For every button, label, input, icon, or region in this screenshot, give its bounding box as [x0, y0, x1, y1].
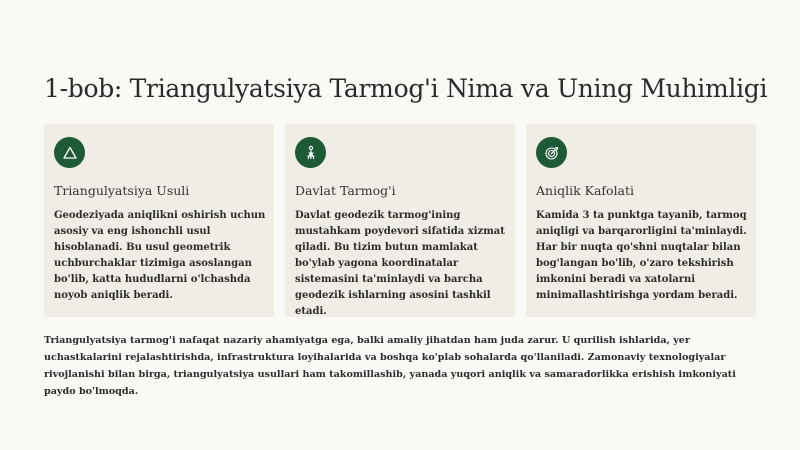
body-paragraph: Triangulyatsiya tarmog'i nafaqat nazariy ahamiyatga ega, balki amaliy jihatdan ham juda zarur. U qurilish ishlarida, yer uchastkalarini rejalashtirishda, infrastruktura loyihalarida va boshqa ko'plab sohalarda qo'llaniladi. Zamonaviy texnologiyalar rivojlanishi bilan birga, triangulyatsiya usullari ham takomillashib, yanada yuqori aniqlik va samaradorlikka erishish imkoniyati paydo bo'lmoqda.: [44, 335, 736, 397]
tower-icon: [295, 137, 326, 168]
card-triangulation-method: [44, 124, 274, 317]
triangle-icon: [54, 137, 85, 168]
page-title: 1-bob: Triangulyatsiya Tarmog'i Nima va Uning Muhimligi: [44, 74, 768, 103]
card-accuracy-guarantee: [526, 124, 756, 317]
card-title: Triangulyatsiya Usuli: [54, 183, 190, 198]
feature-cards: [44, 124, 756, 317]
card-text: Geodeziyada aniqlikni oshirish uchun asosiy va eng ishonchli usul hisoblanadi. Bu usul geometrik uchburchaklar tizimiga asoslangan bo'lib, katta hududlarni o'lchashda noyob aniqlik beradi.: [54, 210, 266, 301]
target-icon: [536, 137, 567, 168]
card-text: Kamida 3 ta punktga tayanib, tarmoq aniqligi va barqarorligini ta'minlaydi. Har bir nuqta qo'shni nuqtalar bilan bog'langan bo'lib, o'zaro tekshirish imkonini beradi va xatolarni minimallashtirishga yordam beradi.: [536, 210, 747, 301]
card-state-network: [285, 124, 515, 317]
card-title: Aniqlik Kafolati: [536, 183, 635, 198]
card-title: Davlat Tarmog'i: [295, 183, 396, 198]
card-text: Davlat geodezik tarmog'ining mustahkam poydevori sifatida xizmat qiladi. Bu tizim butun mamlakat bo'ylab yagona koordinatalar sistemasini ta'minlaydi va barcha geodezik ishlarning asosini tashkil etadi.: [295, 210, 505, 317]
